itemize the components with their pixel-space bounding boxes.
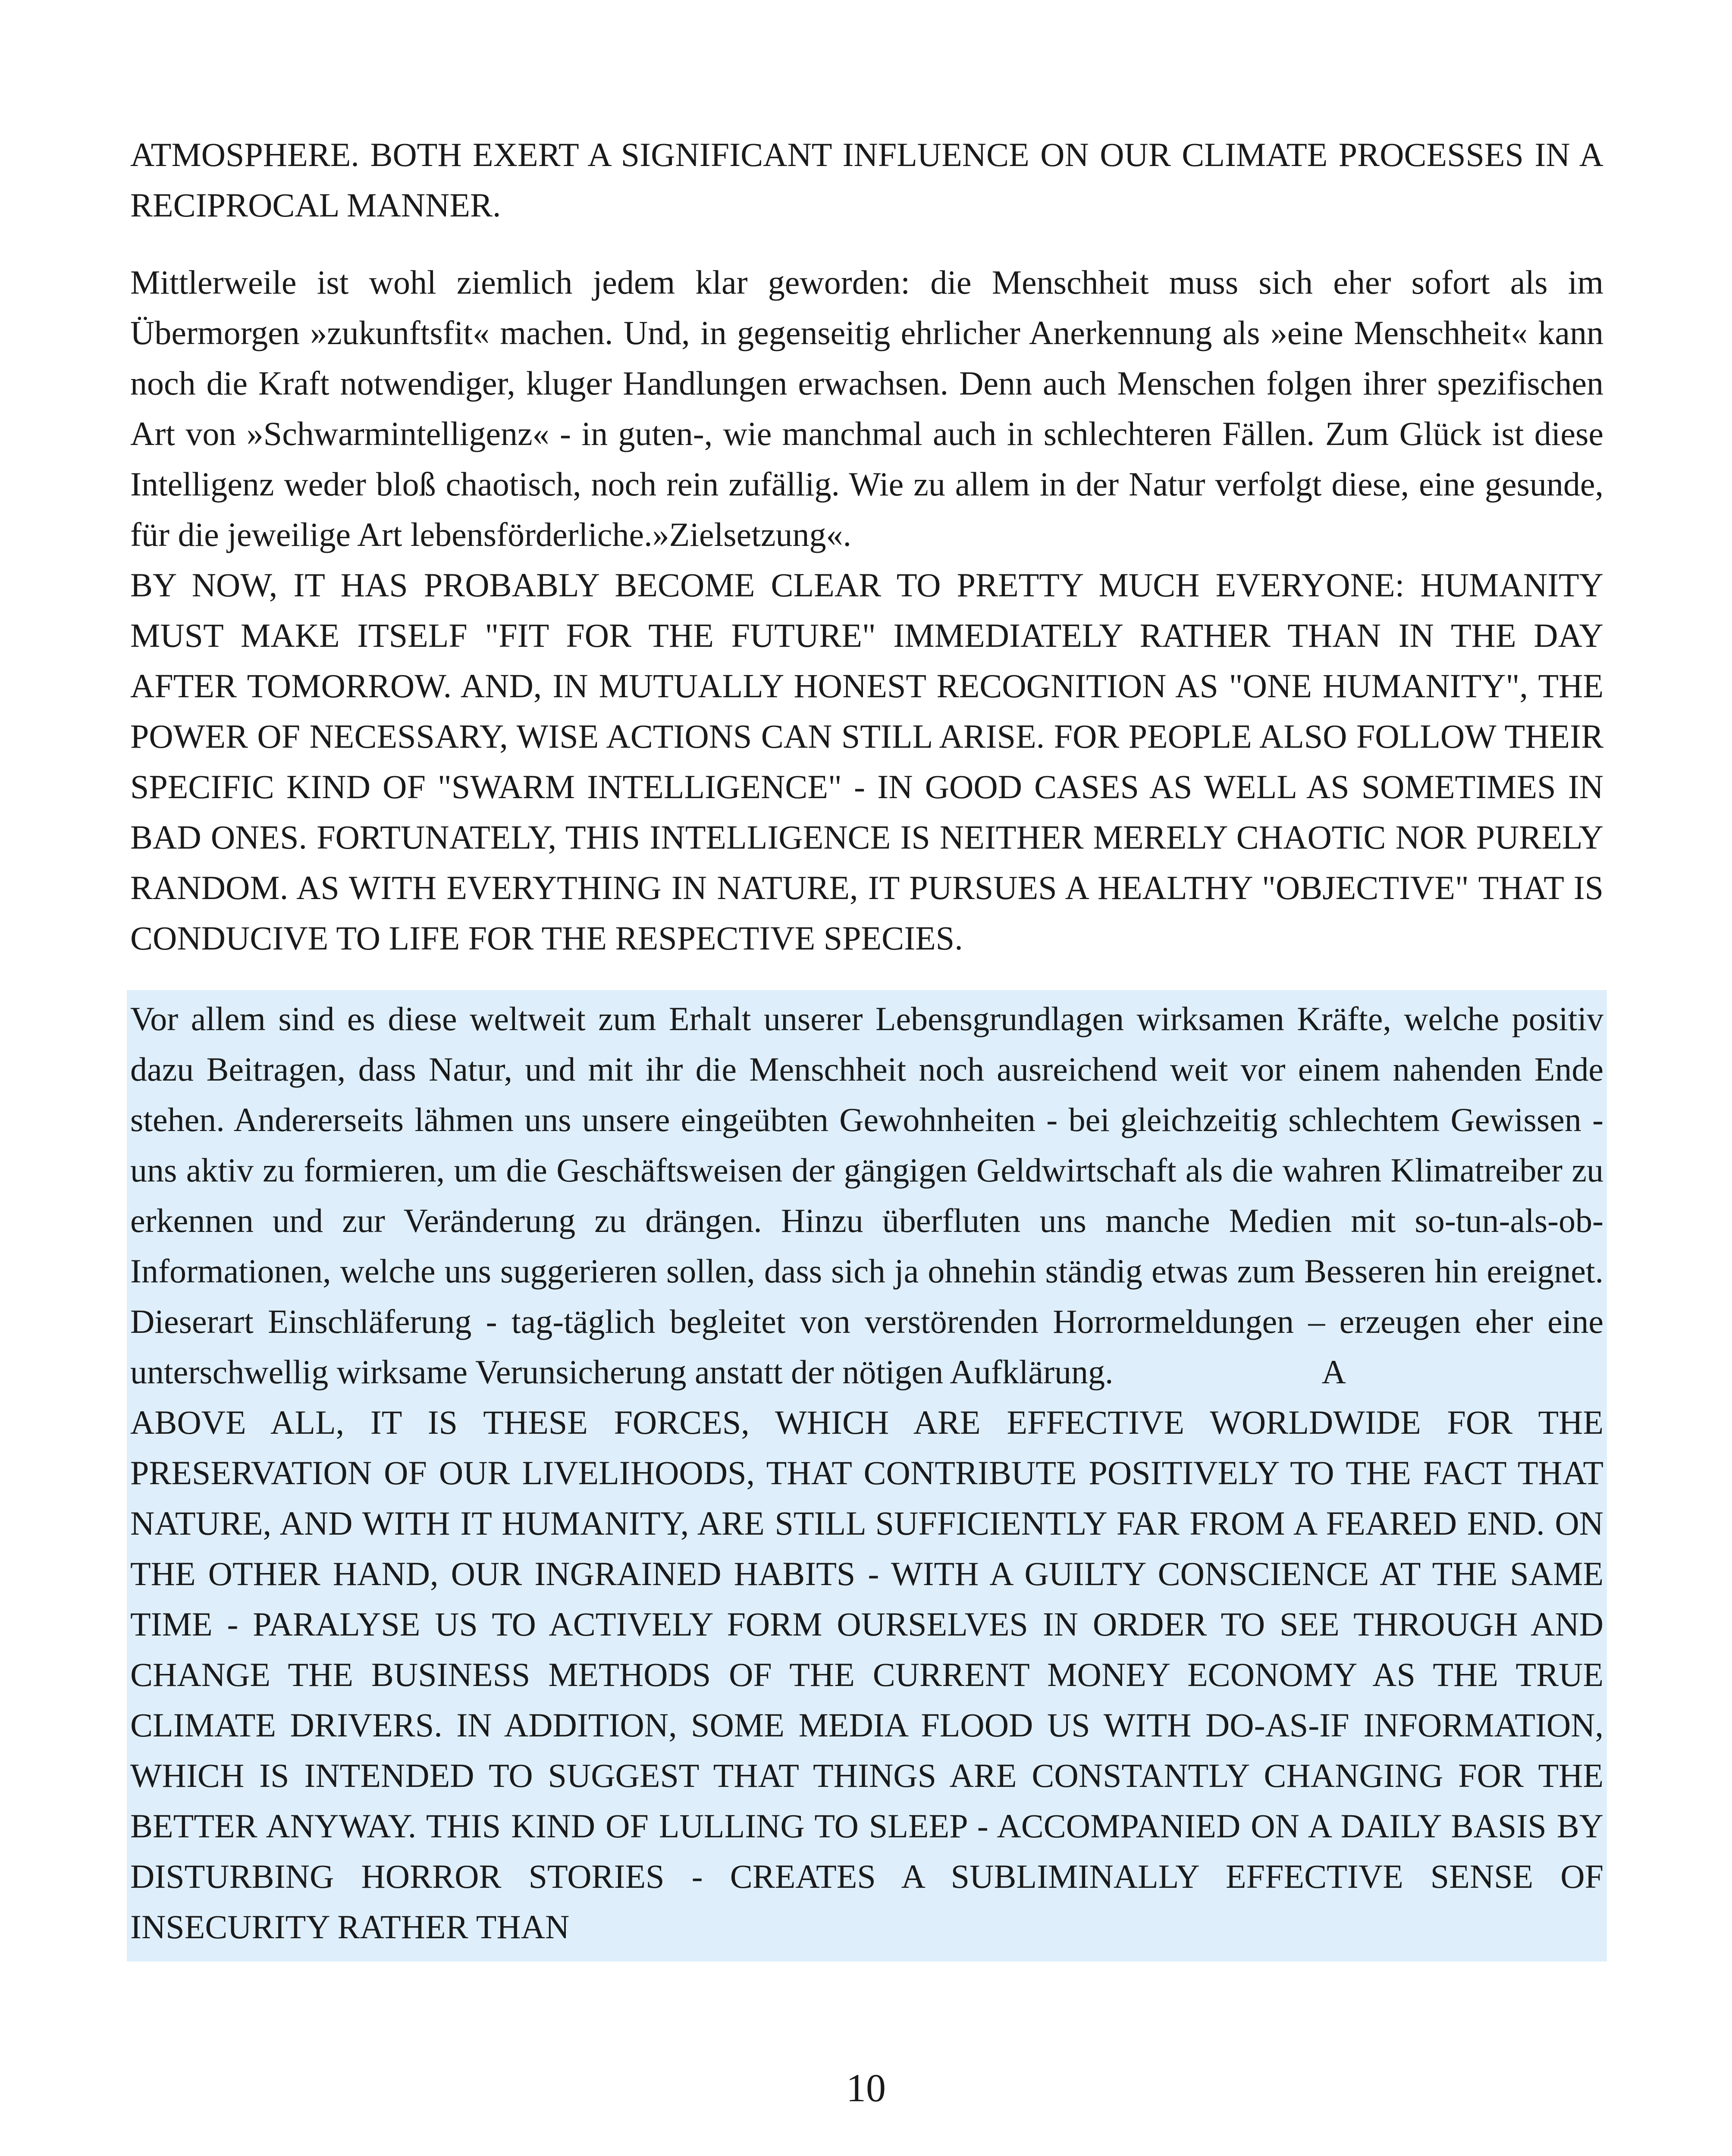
page-number: 10 [846, 2066, 886, 2110]
paragraph-en-atmosphere: ATMOSPHERE. BOTH EXERT A SIGNIFICANT INFLUENCE ON OUR CLIMATE PROCESSES IN A RECIPROCAL MANNER. [130, 136, 1603, 224]
highlighted-text-block [127, 990, 1612, 1962]
paragraph-en-above-all: ABOVE ALL, IT IS THESE FORCES, WHICH ARE EFFECTIVE WORLDWIDE FOR THE PRESERVATION OF OUR LIVELIHOODS, THAT CONTRIBUTE POSITIVELY TO THE FACT THAT NATURE, AND WITH IT HUMANITY, ARE STILL SUFFICIENTLY FAR FROM A FEARED END. ON THE OTHER HAND, OUR INGRAINED HABITS - WITH A GUILTY CONSCIENCE AT THE SAME TIME - PARALYSE US TO ACTIVELY FORM OURSELVES IN ORDER TO SEE THROUGH AND CHANGE THE BUSINESS METHODS OF THE CURRENT MONEY ECONOMY AS THE TRUE CLIMATE DRIVERS. IN ADDITION, SOME MEDIA FLOOD US WITH DO-AS-IF INFORMATION, WHICH IS INTENDED TO SUGGEST THAT THINGS ARE CONSTANTLY CHANGING FOR THE BETTER ANYWAY. THIS KIND OF LULLING TO SLEEP - ACCOMPANIED ON A DAILY BASIS BY DISTURBING HORROR STORIES - CREATES A SUBLIMINALLY EFFECTIVE SENSE OF INSECURITY RATHER THAN [130, 1404, 1603, 1946]
paragraph-gap [130, 230, 1603, 257]
paragraph-de-mittlerweile: Mittlerweile ist wohl ziemlich jedem klar geworden: die Menschheit muss sich eher sofort als im Übermorgen »zukunftsfit« machen. Und, in gegenseitig ehrlicher Anerkennung als »eine Menschheit« kann noch die Kraft notwendiger, kluger Handlungen erwachsen. Denn auch Menschen folgen ihrer spezifischen Art von »Schwarmintelligenz« - in guten-, wie manchmal auch in schlechteren Fällen. Zum Glück ist diese Intelligenz weder bloß chaotisch, noch rein zufällig. Wie zu allem in der Natur verfolgt diese, eine gesunde, für die jeweilige Art lebensförderliche.»Zielsetzung«. [130, 263, 1603, 553]
paragraph-de-vor-allem: Vor allem sind es diese weltweit zum Erhalt unserer Lebensgrundlagen wirksamen Kräfte, welche positiv dazu Beitragen, dass Natur, und mit ihr die Menschheit noch ausreichend weit vor einem nahenden Ende stehen. Andererseits lähmen uns unsere eingeübten Gewohnheiten - bei gleichzeitig schlechtem Gewissen - uns aktiv zu formieren, um die Geschäftsweisen der gängigen Geldwirtschaft als die wahren Klimatreiber zu erkennen und zur Veränderung zu drängen. Hinzu überfluten uns manche Medien mit so-tun-als-ob-Informationen, welche uns suggerieren sollen, dass sich ja ohnehin ständig etwas zum Besseren hin ereignet. Dieserart Einschläferung - tag-täglich begleitet von verstörenden Horrormeldungen – erzeugen eher eine unterschwellig wirksame Verunsicherung anstatt der nötigen Aufklärung. A [130, 1000, 1612, 1391]
page-body [130, 129, 1612, 1962]
paragraph-en-by-now: BY NOW, IT HAS PROBABLY BECOME CLEAR TO PRETTY MUCH EVERYONE: HUMANITY MUST MAKE ITSELF "FIT FOR THE FUTURE" IMMEDIATELY RATHER THAN IN THE DAY AFTER TOMORROW. AND, IN MUTUALLY HONEST RECOGNITION AS "ONE HUMANITY", THE POWER OF NECESSARY, WISE ACTIONS CAN STILL ARISE. FOR PEOPLE ALSO FOLLOW THEIR SPECIFIC KIND OF "SWARM INTELLIGENCE" - IN GOOD CASES AS WELL AS SOMETIMES IN BAD ONES. FORTUNATELY, THIS INTELLIGENCE IS NEITHER MERELY CHAOTIC NOR PURELY RANDOM. AS WITH EVERYTHING IN NATURE, IT PURSUES A HEALTHY "OBJECTIVE" THAT IS CONDUCIVE TO LIFE FOR THE RESPECTIVE SPECIES. [130, 566, 1603, 957]
paragraph-gap [130, 963, 1603, 990]
